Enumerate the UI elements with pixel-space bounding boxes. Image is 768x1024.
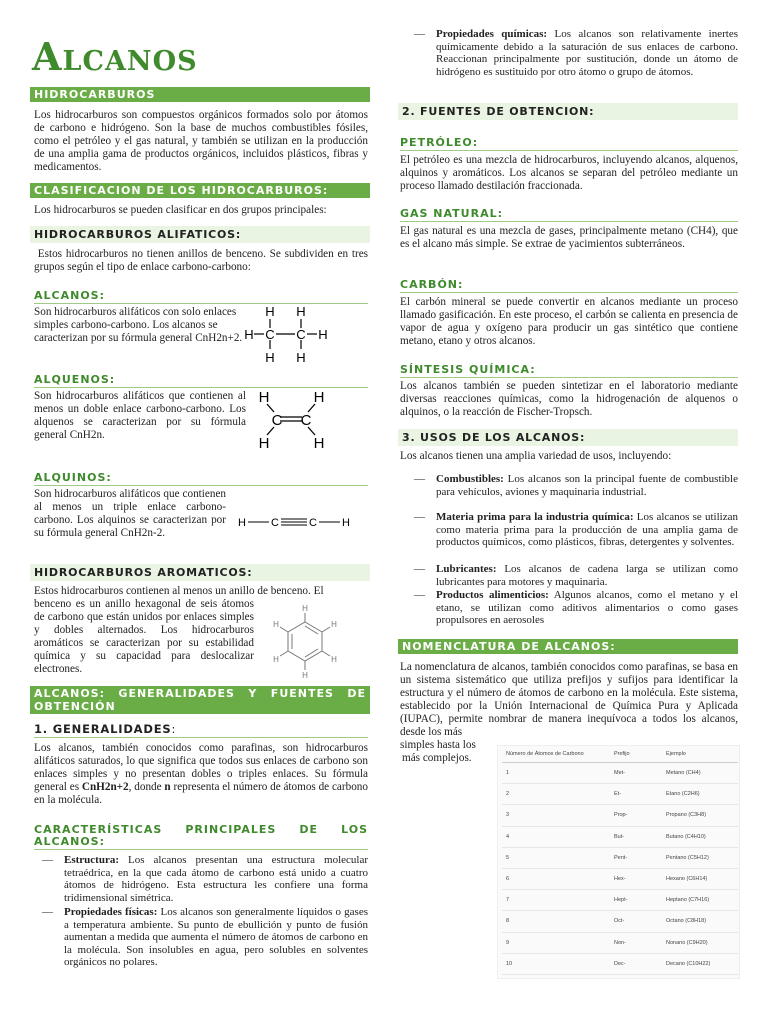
nomenclatura-table-panel <box>497 745 740 979</box>
subheading-gas-natural: GAS NATURAL: <box>400 207 738 222</box>
alquenos-text: Son hidrocarburos alifáticos que contienen al menos un doble enlace carbono-carbono. Los alquenos se caracterizan por su fórmula general CnH2n. <box>34 390 246 441</box>
table-cell: 10 <box>502 953 610 974</box>
atom-h: H <box>302 604 308 613</box>
subheading-carbon: CARBÓN: <box>400 278 738 293</box>
table-row <box>502 932 738 953</box>
table-cell: Et- <box>610 784 662 805</box>
aromaticos-text-line1: Estos hidrocarburos contienen al menos un anillo de benceno. El <box>34 585 324 597</box>
atom-c: C <box>300 412 312 429</box>
atom-h: H <box>265 350 275 365</box>
nomenclatura-text-end: simples hasta los más complejos. <box>400 739 476 764</box>
subheading-petroleo: PETRÓLEO: <box>400 136 738 151</box>
subheading-alquenos: ALQUENOS: <box>34 373 368 388</box>
table-cell: Heptano (C7H16) <box>662 890 738 911</box>
atom-h: H <box>265 304 275 319</box>
table-cell: Propano (C3H8) <box>662 805 738 826</box>
list-item: — Lubricantes: Los alcanos de cadena larga se utilizan como lubricantes para motores y maquinaria. <box>414 563 738 588</box>
atom-h: H <box>273 620 279 629</box>
table-cell: Etano (C2H6) <box>662 784 738 805</box>
atom-c: C <box>309 517 317 529</box>
table-cell: Pent- <box>610 847 662 868</box>
table-cell: 1 <box>502 763 610 784</box>
atom-h: H <box>296 304 306 319</box>
page-title: ALCANOS <box>32 34 198 79</box>
table-cell: 6 <box>502 868 610 889</box>
ethene-structure <box>252 386 332 452</box>
ethane-structure <box>240 300 340 366</box>
table-cell: Hexano (C6H14) <box>662 868 738 889</box>
table-row <box>502 826 738 847</box>
carbon-text: El carbón mineral se puede convertir en alcanos mediante un proceso llamado gasificación. En este proceso, el carbón se calienta en presencia de vapor de agua y oxígeno para producir un gas sintético que contiene metano, etano y otros alcanos. <box>400 296 738 347</box>
table-cell: 9 <box>502 932 610 953</box>
table-cell: Met- <box>610 763 662 784</box>
subheading-generalidades: 1. GENERALIDADES: <box>34 722 368 738</box>
list-item: — Estructura: Los alcanos presentan una estructura molecular tetraédrica, en la que cada átomo de carbono está unido a cuatro átomos de hidrógeno. Esta estructura les confiere una forma tridimensional simétrica. <box>42 854 368 904</box>
nomenclatura-table <box>502 746 738 975</box>
section-heading-usos: 3. USOS DE LOS ALCANOS: <box>398 429 738 446</box>
alifaticos-text: Estos hidrocarburos no tienen anillos de benceno. Se subdividen en tres grupos según el tipo de enlace carbono-carbono: <box>34 248 371 273</box>
table-cell: Hex- <box>610 868 662 889</box>
section-heading-generalidades-fuentes: ALCANOS: GENERALIDADES Y FUENTES DE OBTENCIÓN <box>30 686 370 714</box>
table-row <box>502 868 738 889</box>
table-row <box>502 784 738 805</box>
subheading-alquinos: ALQUINOS: <box>34 471 368 486</box>
atom-c: C <box>271 517 279 529</box>
atom-h: H <box>296 350 306 365</box>
list-item: — Propiedades físicas: Los alcanos son generalmente líquidos o gases a temperatura ambiente. Su punto de ebullición y punto de fusión aumentan a medida que aumenta el número de átomos de carbono en la molécula. Son insolubles en agua, pero solubles en solventes orgánicos no polares. <box>42 906 368 969</box>
list-item: — Combustibles: Los alcanos son la principal fuente de combustible para vehículos, aviones y maquinaria industrial. <box>414 473 738 498</box>
table-cell: Octano (C8H18) <box>662 911 738 932</box>
list-item: — Materia prima para la industria química: Los alcanos se utilizan como materia prima para la producción de una amplia gama de productos químicos, como plásticos, fibras, detergentes y solventes. <box>414 511 738 549</box>
table-cell: 4 <box>502 826 610 847</box>
atom-c: C <box>271 412 283 429</box>
table-header: Prefijo <box>610 746 662 763</box>
nomenclatura-text: La nomenclatura de alcanos, también conocidos como parafinas, se basa en un sistema sistemático que utiliza prefijos y sufijos para identificar la estructura y el número de átomos de carbono en la molécula. Este sistema, establecido por la Unión Internacional de Química Pura y Aplicada (IUPAC), permite nombrar de manera inequívoca a todos los alcanos, desde los más <box>400 661 738 738</box>
table-row <box>502 805 738 826</box>
atom-h: H <box>302 671 308 680</box>
section-heading-aromaticos: HIDROCARBUROS AROMATICOS: <box>30 564 370 581</box>
alcanos-text: Son hidrocarburos alifáticos con solo enlaces simples carbono-carbono. Los alcanos se caracterizan por su fórmula general CnH2n+2. <box>34 306 243 344</box>
list-item: — Propiedades químicas: Los alcanos son relativamente inertes químicamente debido a la saturación de sus enlaces de carbono. Reaccionan principalmente por sustitución, donde un átomo de hidrógeno es sustituido por otro átomo o grupo de átomos. <box>414 28 738 78</box>
table-cell: Oct- <box>610 911 662 932</box>
table-cell: 8 <box>502 911 610 932</box>
table-cell: Dec- <box>610 953 662 974</box>
section-heading-alifaticos: HIDROCARBUROS ALIFATICOS: <box>30 226 370 243</box>
atom-h: H <box>318 327 328 342</box>
section-heading-fuentes: 2. FUENTES DE OBTENCION: <box>398 103 738 120</box>
table-cell: Nonano (C9H20) <box>662 932 738 953</box>
aromaticos-text: benceno es un anillo hexagonal de seis átomos de carbono que están unidos por enlaces simples y dobles alternados. Los hidrocarburos aromáticos se caracterizan por su estabilidad química y su capacidad para deslocalizar electrones. <box>34 598 254 675</box>
table-header: Número de Átomos de Carbono <box>502 746 610 763</box>
atom-h: H <box>331 655 337 664</box>
usos-intro: Los alcanos tienen una amplia variedad de usos, incluyendo: <box>400 450 672 462</box>
atom-h: H <box>238 517 246 529</box>
table-row <box>502 953 738 974</box>
atom-h: H <box>331 620 337 629</box>
atom-h: H <box>342 517 350 529</box>
section-heading-nomenclatura: NOMENCLATURA DE ALCANOS: <box>398 639 738 654</box>
table-cell: Hept- <box>610 890 662 911</box>
subheading-caracteristicas: CARACTERÍSTICAS PRINCIPALES DE LOS ALCANOS: <box>34 823 368 848</box>
table-cell: 7 <box>502 890 610 911</box>
table-cell: Non- <box>610 932 662 953</box>
table-cell: Butano (C4H10) <box>662 826 738 847</box>
ethyne-structure <box>236 512 348 532</box>
atom-h: H <box>273 655 279 664</box>
sintesis-text: Los alcanos también se pueden sintetizar en el laboratorio mediante diversas reacciones químicas, como la hidrogenación de alquenos o alquinos, o la reacción de Fischer-Tropsch. <box>400 380 738 418</box>
table-header: Ejemplo <box>662 746 738 763</box>
subheading-sintesis: SÍNTESIS QUÍMICA: <box>400 363 738 378</box>
alquinos-text: Son hidrocarburos alifáticos que contienen al menos un triple enlace carbono-carbono. Los alquinos se caracterizan por su fórmula general CnH2n-2. <box>34 488 226 539</box>
hidrocarburos-text: Los hidrocarburos son compuestos orgánicos formados solo por átomos de carbono e hidrógeno. Son la base de muchos combustibles fósiles, como el petróleo y el gas natural, y también se utilizan en la producción de una amplia gama de productos orgánicos, incluidos plásticos, fibras y medicamentos. <box>34 109 368 173</box>
clasificacion-text: Los hidrocarburos se pueden clasificar en dos grupos principales: <box>34 204 327 216</box>
table-cell: Decano (C10H22) <box>662 953 738 974</box>
table-cell: But- <box>610 826 662 847</box>
petroleo-text: El petróleo es una mezcla de hidrocarburos, incluyendo alcanos, alquenos, alquinos y aromáticos. Los alcanos se separan del petróleo mediante un proceso llamado destilación fraccionada. <box>400 154 738 192</box>
atom-h: H <box>313 389 325 406</box>
section-heading-hidrocarburos: HIDROCARBUROS <box>30 87 370 102</box>
table-cell: 3 <box>502 805 610 826</box>
table-row <box>502 890 738 911</box>
table-cell: Pentano (C5H12) <box>662 847 738 868</box>
table-row <box>502 911 738 932</box>
table-row <box>502 763 738 784</box>
atom-h: H <box>258 389 270 406</box>
gas-natural-text: El gas natural es una mezcla de gases, principalmente metano (CH4), que es el alcano más simple. Se extrae de yacimientos subterráneos. <box>400 225 738 250</box>
atom-h: H <box>244 327 254 342</box>
generalidades-text: Los alcanos, también conocidos como parafinas, son hidrocarburos alifáticos saturados, lo que significa que todos sus enlaces de carbono son enlaces simples y no presentan dobles o triples enlaces. Su fórmula general es CnH2n+2, donde n representa el número de átomos de carbono en la molécula. <box>34 742 368 806</box>
table-header-row <box>502 746 738 763</box>
table-cell: 5 <box>502 847 610 868</box>
list-item: — Productos alimenticios: Algunos alcanos, como el metano y el etano, se utilizan como aditivos alimentarios o como gases propulsores en aerosoles <box>414 589 739 627</box>
table-row <box>502 847 738 868</box>
atom-c: C <box>296 327 306 342</box>
atom-c: C <box>265 327 275 342</box>
atom-h: H <box>258 435 270 452</box>
atom-h: H <box>313 435 325 452</box>
table-cell: 2 <box>502 784 610 805</box>
table-cell: Prop- <box>610 805 662 826</box>
section-heading-clasificacion: CLASIFICACION DE LOS HIDROCARBUROS: <box>30 183 370 198</box>
subheading-alcanos: ALCANOS: <box>34 289 368 304</box>
table-cell: Metano (CH4) <box>662 763 738 784</box>
benzene-structure <box>266 600 344 680</box>
